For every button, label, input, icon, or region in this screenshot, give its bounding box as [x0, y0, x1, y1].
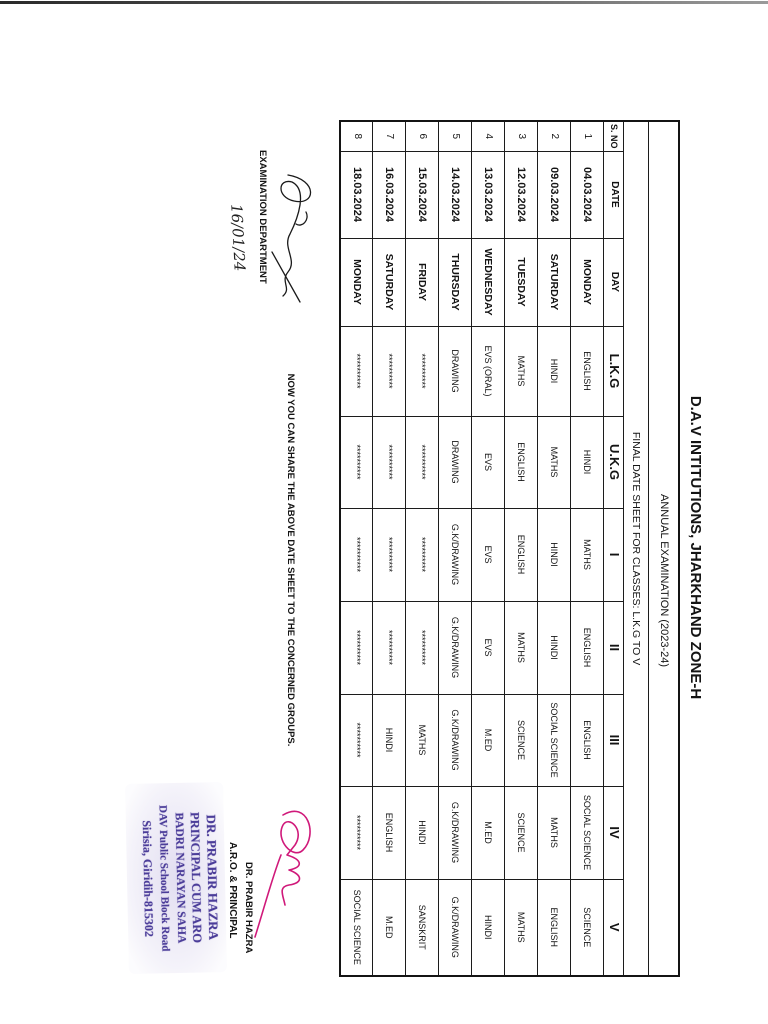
cell-day: FRIDAY: [406, 238, 439, 326]
cell-class-ii: MATHS: [505, 601, 538, 694]
cell-sno: 5: [439, 121, 472, 151]
column-header-class-ii: II: [604, 601, 624, 694]
cell-ukg: DRAWING: [439, 416, 472, 508]
cell-class-iii: SCIENCE: [505, 694, 538, 786]
signature-stroke: [281, 175, 311, 296]
stamp-line: BADRI NARAYAN SAHA: [172, 812, 188, 944]
cell-class-ii: EVS: [472, 601, 505, 694]
principal-name: DR. PRABIR HAZRA: [243, 862, 254, 954]
examination-signature: [258, 160, 328, 310]
column-header-class-iii: III: [604, 694, 624, 786]
cell-ukg: **********: [373, 416, 406, 508]
cell-sno: 2: [538, 121, 571, 151]
cell-lkg: ENGLISH: [571, 326, 604, 416]
cell-day: MONDAY: [340, 238, 373, 326]
cell-ukg: MATHS: [538, 416, 571, 508]
cell-class-v: SANSKRIT: [406, 879, 439, 976]
table-row: [571, 121, 604, 976]
cell-class-iv: **********: [340, 786, 373, 879]
cell-date: 15.03.2024: [406, 151, 439, 238]
stamp-line: DAV Public School Block Road: [156, 804, 172, 952]
stamp-line: Sirisia, Giridih-815302: [139, 820, 157, 938]
cell-lkg: HINDI: [538, 326, 571, 416]
column-header-class-i: I: [604, 508, 624, 601]
column-header-class-v: V: [604, 879, 624, 976]
column-header-date: DATE: [604, 151, 624, 238]
principal-signature: [248, 795, 323, 945]
cell-class-v: M.ED: [373, 879, 406, 976]
table-row: [538, 121, 571, 976]
cell-class-v: MATHS: [505, 879, 538, 976]
cell-day: SATURDAY: [538, 238, 571, 326]
cell-ukg: **********: [406, 416, 439, 508]
cell-class-v: HINDI: [472, 879, 505, 976]
principal-designation: A.R.O. & PRINCIPAL: [227, 842, 238, 939]
sheet-title: FINAL DATE SHEET FOR CLASSES: L.K.G TO V: [624, 121, 649, 976]
cell-lkg: DRAWING: [439, 326, 472, 416]
signature-stroke: [281, 811, 310, 905]
cell-date: 13.03.2024: [472, 151, 505, 238]
cell-lkg: **********: [406, 326, 439, 416]
table-head: [604, 121, 679, 976]
handwritten-date: 16/01/24: [227, 203, 249, 272]
signature-stroke: [272, 212, 307, 302]
cell-class-i: ENGLISH: [505, 508, 538, 601]
cell-day: SATURDAY: [373, 238, 406, 326]
cell-lkg: **********: [373, 326, 406, 416]
cell-day: THURSDAY: [439, 238, 472, 326]
cell-class-iv: SCIENCE: [505, 786, 538, 879]
cell-class-ii: **********: [406, 601, 439, 694]
cell-ukg: EVS: [472, 416, 505, 508]
cell-class-iii: **********: [340, 694, 373, 786]
cell-class-iv: ENGLISH: [373, 786, 406, 879]
cell-day: MONDAY: [571, 238, 604, 326]
cell-day: WEDNESDAY: [472, 238, 505, 326]
sheet-title-row: [624, 121, 649, 976]
table-row: [505, 121, 538, 976]
table-row: [472, 121, 505, 976]
cell-class-i: MATHS: [571, 508, 604, 601]
share-notice: NOW YOU CAN SHARE THE ABOVE DATE SHEET TO THE CONCERNED GROUPS.: [285, 373, 296, 747]
signature-stroke: [255, 855, 281, 937]
cell-class-v: ENGLISH: [538, 879, 571, 976]
cell-sno: 7: [373, 121, 406, 151]
cell-class-i: **********: [340, 508, 373, 601]
cell-date: 14.03.2024: [439, 151, 472, 238]
cell-lkg: **********: [340, 326, 373, 416]
cell-day: TUESDAY: [505, 238, 538, 326]
cell-class-v: SCIENCE: [571, 879, 604, 976]
date-sheet-table: [339, 120, 680, 977]
stamp-line: PRINCIPAL CUM ARO: [187, 811, 205, 944]
cell-class-iii: MATHS: [406, 694, 439, 786]
column-header-row: [604, 121, 624, 976]
column-header-lkg: L.K.G: [604, 326, 624, 416]
cell-class-iv: G.K/DRAWING: [439, 786, 472, 879]
cell-class-iv: M.ED: [472, 786, 505, 879]
cell-class-i: **********: [406, 508, 439, 601]
cell-class-ii: ENGLISH: [571, 601, 604, 694]
cell-class-iii: G.K/DRAWING: [439, 694, 472, 786]
table-body: [340, 121, 604, 976]
table-row: [373, 121, 406, 976]
cell-class-i: **********: [373, 508, 406, 601]
cell-class-ii: HINDI: [538, 601, 571, 694]
cell-sno: 8: [340, 121, 373, 151]
cell-sno: 6: [406, 121, 439, 151]
cell-class-iv: HINDI: [406, 786, 439, 879]
cell-class-i: HINDI: [538, 508, 571, 601]
cell-ukg: ENGLISH: [505, 416, 538, 508]
cell-date: 16.03.2024: [373, 151, 406, 238]
column-header-day: DAY: [604, 238, 624, 326]
table-row: [340, 121, 373, 976]
column-header-class-iv: IV: [604, 786, 624, 879]
cell-lkg: EVS (ORAL): [472, 326, 505, 416]
stamp-line: DR. PRABIR HAZRA: [203, 814, 222, 941]
cell-sno: 4: [472, 121, 505, 151]
cell-class-v: SOCIAL SCIENCE: [340, 879, 373, 976]
cell-class-iv: MATHS: [538, 786, 571, 879]
cell-class-iii: ENGLISH: [571, 694, 604, 786]
cell-class-ii: G.K/DRAWING: [439, 601, 472, 694]
cell-class-iii: SOCIAL SCIENCE: [538, 694, 571, 786]
cell-date: 12.03.2024: [505, 151, 538, 238]
table-row: [439, 121, 472, 976]
cell-ukg: **********: [340, 416, 373, 508]
column-header-ukg: U.K.G: [604, 416, 624, 508]
table-row: [406, 121, 439, 976]
principal-stamp: [125, 782, 227, 974]
cell-class-i: EVS: [472, 508, 505, 601]
cell-lkg: MATHS: [505, 326, 538, 416]
cell-class-iii: HINDI: [373, 694, 406, 786]
examination-department-label: EXAMINATION DEPARTMENT: [257, 150, 268, 284]
cell-sno: 3: [505, 121, 538, 151]
cell-date: 04.03.2024: [571, 151, 604, 238]
cell-class-iv: SOCIAL SCIENCE: [571, 786, 604, 879]
cell-date: 18.03.2024: [340, 151, 373, 238]
cell-class-ii: **********: [373, 601, 406, 694]
cell-class-i: G.K/DRAWING: [439, 508, 472, 601]
exam-title: ANNUAL EXAMINATION (2023-24): [649, 121, 679, 976]
cell-class-v: G.K/DRAWING: [439, 879, 472, 976]
institution-title: D.A.V INTITUTIONS, JHARKHAND ZONE-H: [687, 395, 704, 700]
column-header-sno: S. NO: [604, 121, 624, 151]
exam-title-row: [649, 121, 679, 976]
cell-sno: 1: [571, 121, 604, 151]
cell-ukg: HINDI: [571, 416, 604, 508]
cell-class-ii: **********: [340, 601, 373, 694]
cell-class-iii: M.ED: [472, 694, 505, 786]
cell-date: 09.03.2024: [538, 151, 571, 238]
